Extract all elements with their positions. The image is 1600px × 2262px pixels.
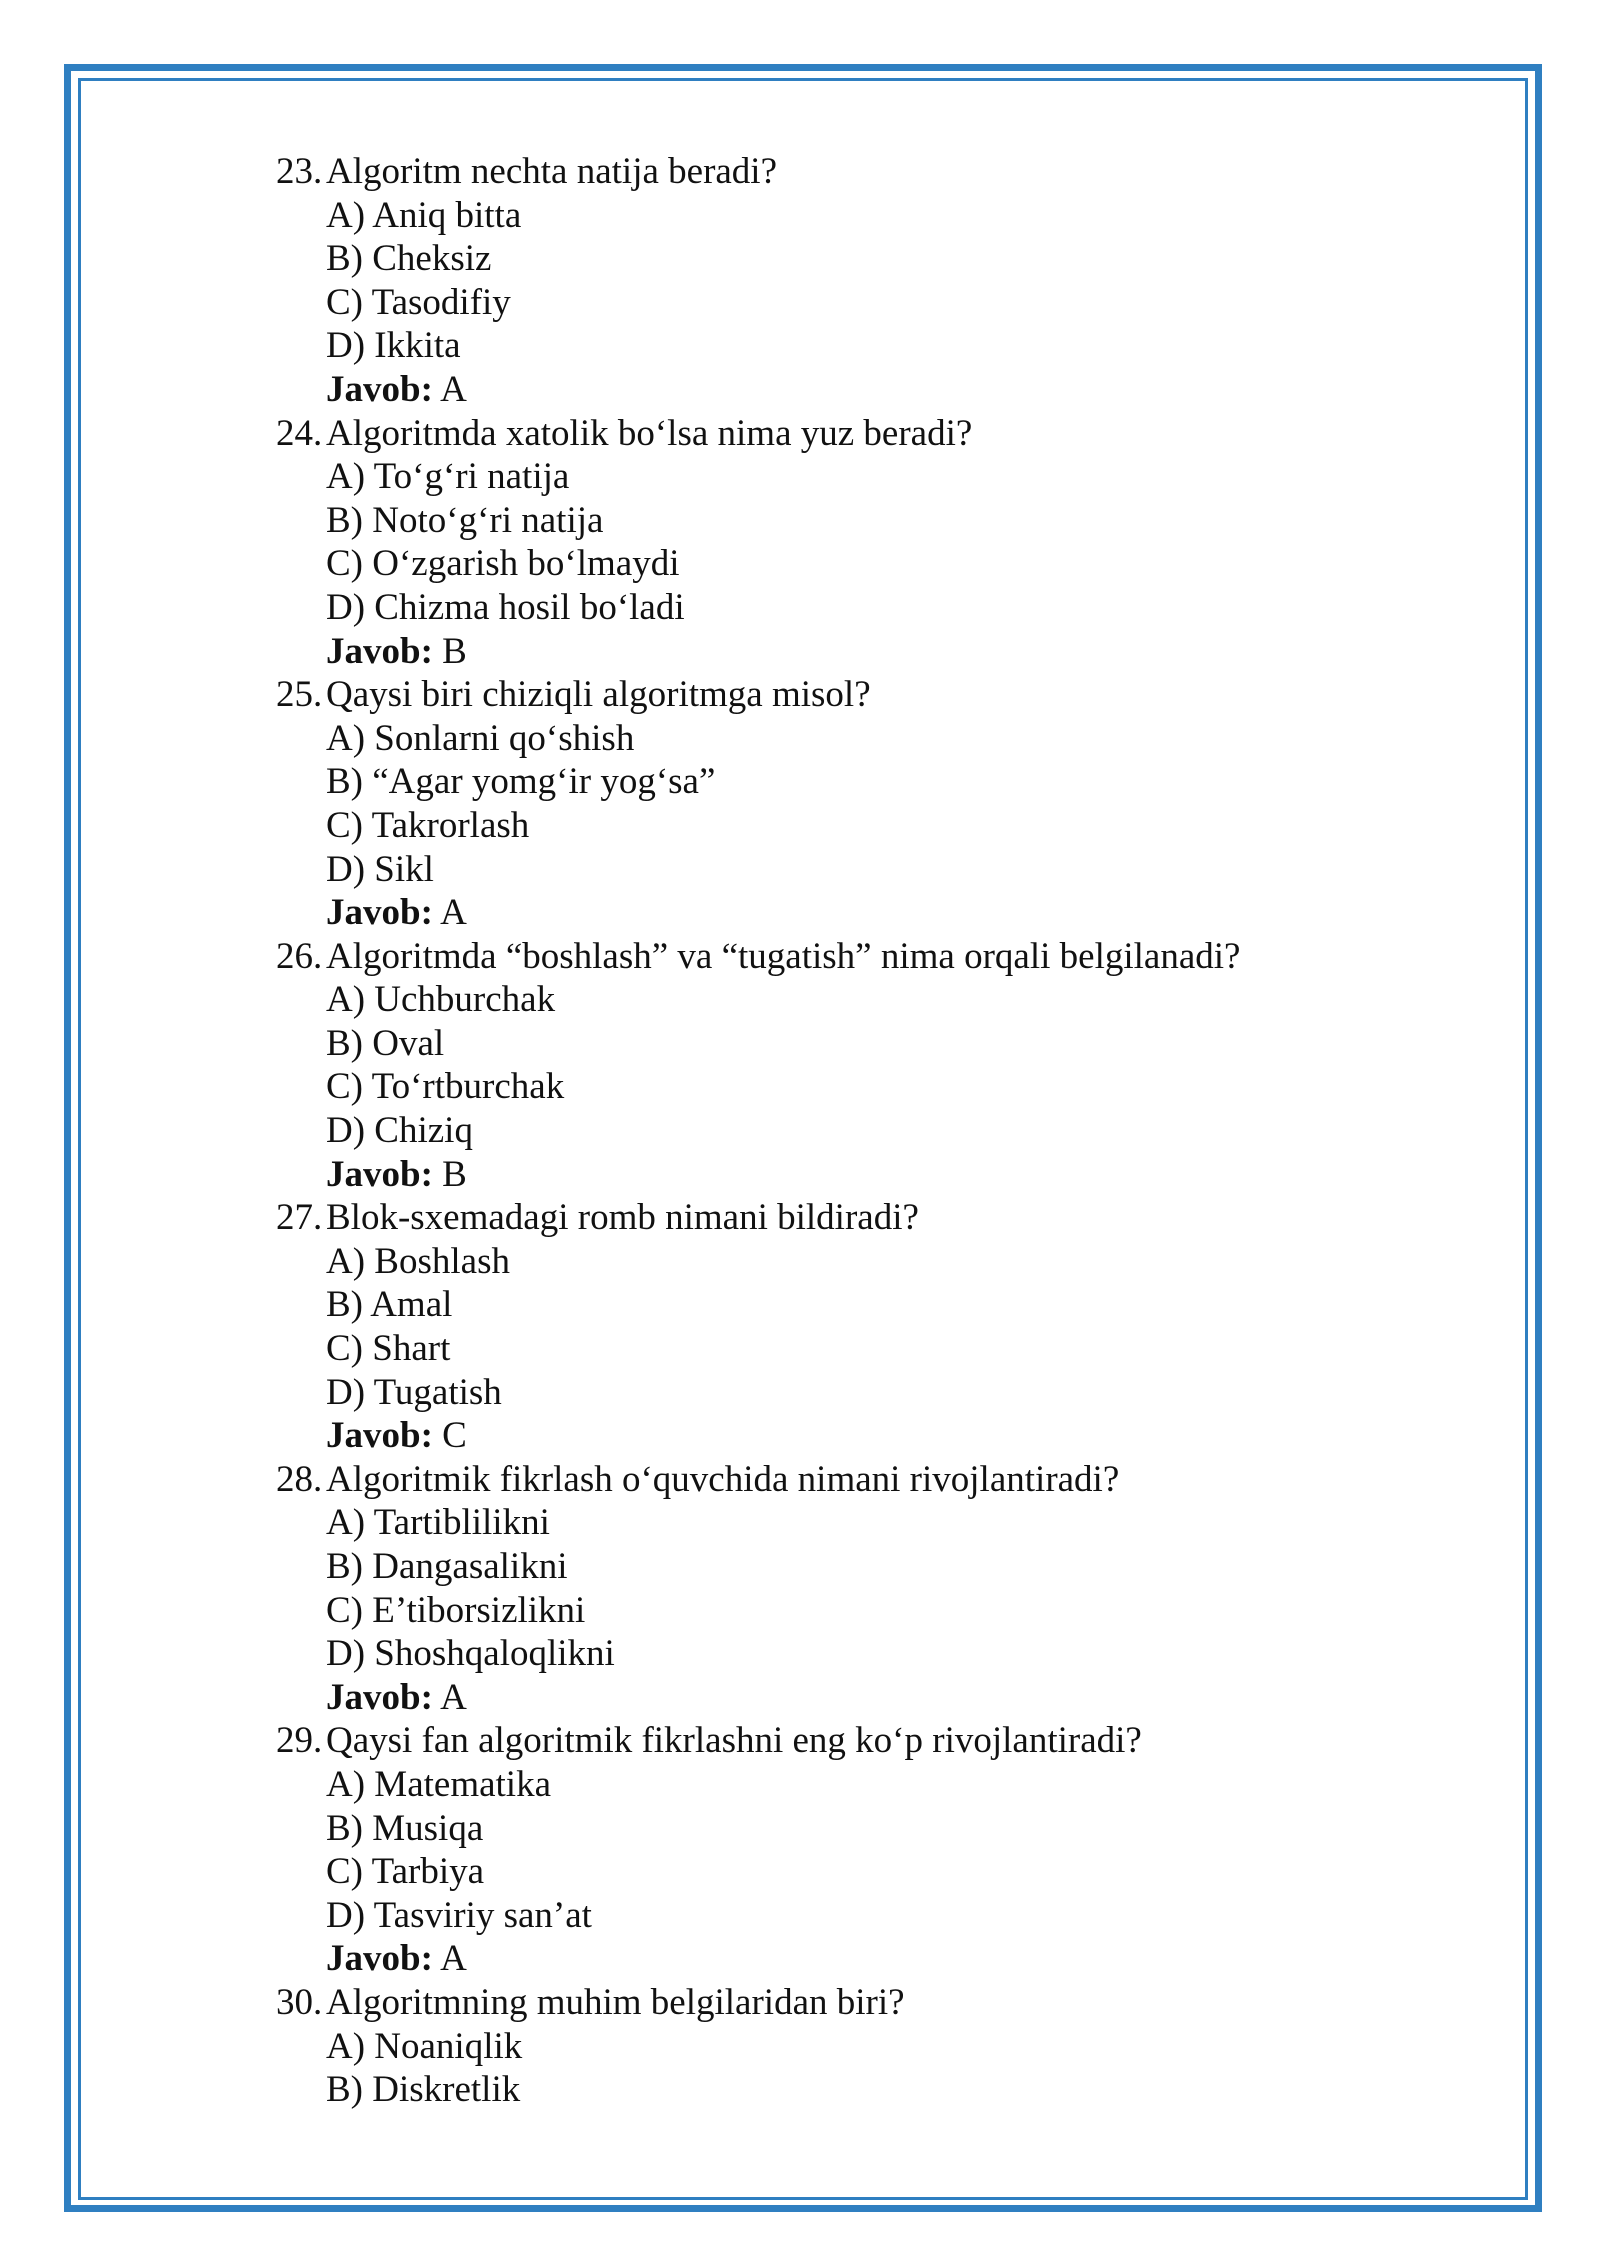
answer-option: B) Dangasalikni (326, 1546, 568, 1587)
answer-label: Javob: (326, 892, 433, 934)
answer-label: Javob: (326, 368, 433, 410)
answer-option: A) Sonlarni qo‘shish (326, 717, 635, 759)
answer-label: Javob: (326, 1153, 433, 1195)
answer-option: D) Sikl (326, 848, 434, 890)
answer-option: B) Amal (326, 1284, 453, 1326)
answer-line (276, 891, 1456, 935)
answer-option: C) Takrorlash (326, 804, 530, 846)
answer-line (276, 368, 1456, 412)
answer-value: B (442, 1153, 467, 1195)
question-line (276, 150, 1456, 194)
question-number: 28. (276, 1458, 323, 1500)
answer-line (276, 1676, 1456, 1720)
question-text: Algoritmda xatolik bo‘lsa nima yuz beradi? (326, 412, 973, 454)
answer-line (276, 1153, 1456, 1197)
question-text: Qaysi fan algoritmik fikrlashni eng ko‘p rivojlantiradi? (326, 1720, 1142, 1762)
answer-option: B) Cheksiz (326, 238, 492, 280)
answer-line (276, 1937, 1456, 1981)
answer-option: D) Chiziq (326, 1110, 473, 1152)
answer-value: A (440, 892, 467, 934)
answer-option: C) Shart (326, 1328, 451, 1370)
answer-option: D) Shoshqaloqlikni (326, 1633, 615, 1675)
question-block (276, 1719, 1456, 1981)
question-line (276, 935, 1456, 979)
question-text: Qaysi biri chiziqli algoritmga misol? (326, 674, 871, 716)
answer-option: B) “Agar yomg‘ir yog‘sa” (326, 761, 716, 803)
answer-option: A) Aniq bitta (326, 194, 522, 236)
question-text: Blok-sxemadagi romb nimani bildiradi? (326, 1197, 919, 1239)
answer-option: D) Ikkita (326, 325, 461, 367)
answer-option: D) Chizma hosil bo‘ladi (326, 586, 685, 628)
answer-option: C) O‘zgarish bo‘lmaydi (326, 543, 680, 585)
answer-line (276, 1414, 1456, 1458)
answer-value: B (442, 630, 467, 672)
answer-option: A) Tartiblilikni (326, 1502, 550, 1544)
answer-option: D) Tasviriy san’at (326, 1894, 592, 1936)
question-line (276, 1458, 1456, 1502)
question-number: 30. (276, 1981, 323, 2023)
answer-value: A (440, 1676, 467, 1718)
question-block (276, 1458, 1456, 1720)
answer-label: Javob: (326, 1938, 433, 1980)
answer-option: C) To‘rtburchak (326, 1066, 565, 1108)
question-list (276, 150, 1456, 2112)
question-number: 23. (276, 151, 323, 192)
answer-label: Javob: (326, 630, 433, 672)
answer-option: A) Noaniqlik (326, 2025, 523, 2067)
question-block (276, 1981, 1456, 2112)
answer-option: C) Tasodifiy (326, 281, 511, 323)
question-number: 29. (276, 1720, 323, 1762)
question-line (276, 1719, 1456, 1763)
question-text: Algoritm nechta natija beradi? (326, 151, 778, 192)
answer-option: B) Musiqa (326, 1807, 484, 1849)
question-number: 27. (276, 1197, 323, 1239)
answer-option: D) Tugatish (326, 1371, 502, 1413)
question-block (276, 935, 1456, 1197)
question-text: Algoritmik fikrlash o‘quvchida nimani rivojlantiradi? (326, 1458, 1120, 1500)
question-line (276, 1196, 1456, 1240)
answer-option: B) Diskretlik (326, 2069, 521, 2111)
answer-option: B) Oval (326, 1022, 445, 1064)
answer-value: A (440, 1938, 467, 1980)
question-text: Algoritmda “boshlash” va “tugatish” nima orqali belgilanadi? (326, 935, 1241, 977)
answer-label: Javob: (326, 1676, 433, 1718)
answer-value: C (442, 1415, 467, 1457)
answer-value: A (440, 368, 467, 410)
answer-option: A) To‘g‘ri natija (326, 456, 570, 498)
answer-option: A) Uchburchak (326, 979, 556, 1021)
answer-option: A) Matematika (326, 1763, 551, 1805)
question-text: Algoritmning muhim belgilaridan biri? (326, 1981, 905, 2023)
answer-option: B) Noto‘g‘ri natija (326, 499, 604, 541)
question-number: 26. (276, 935, 323, 977)
question-line (276, 412, 1456, 456)
answer-line (276, 630, 1456, 674)
question-line (276, 1981, 1456, 2025)
answer-option: A) Boshlash (326, 1240, 510, 1282)
question-line (276, 673, 1456, 717)
answer-option: C) Tarbiya (326, 1851, 485, 1893)
answer-label: Javob: (326, 1415, 433, 1457)
question-block (276, 673, 1456, 935)
question-number: 25. (276, 674, 323, 716)
question-block (276, 150, 1456, 412)
question-block (276, 412, 1456, 674)
question-number: 24. (276, 412, 323, 454)
answer-option: C) E’tiborsizlikni (326, 1589, 586, 1631)
question-block (276, 1196, 1456, 1458)
